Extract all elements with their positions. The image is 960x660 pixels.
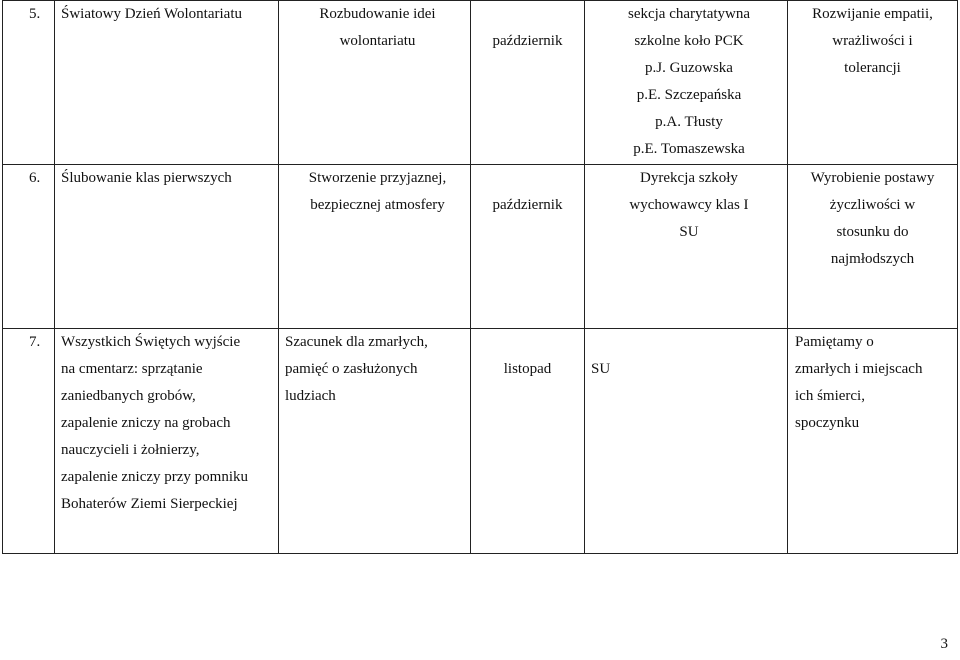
activity-name-cell — [55, 164, 279, 328]
activity-name-line: Bohaterów Ziemi Sierpeckiej — [61, 496, 238, 513]
table-row-6 — [3, 164, 958, 328]
goal-line: bezpiecznej atmosfery — [310, 196, 445, 213]
responsible-line: sekcja charytatywna — [627, 6, 751, 22]
goal-cell — [279, 1, 471, 165]
table-row-5 — [3, 1, 958, 165]
effect-line: Rozwijanie empatii, — [812, 6, 933, 22]
row-number-cell — [3, 328, 55, 553]
effect-line: Wyrobienie postawy — [810, 169, 935, 186]
activity-name-line: Ślubowanie klas pierwszych — [61, 169, 232, 186]
effect-line: zmarłych i miejscach — [795, 360, 923, 377]
term-text: październik — [492, 33, 563, 50]
activity-name-line: na cmentarz: sprzątanie — [61, 360, 203, 377]
responsible-line: p.E. Szczepańska — [636, 87, 742, 104]
activity-name-cell — [55, 1, 279, 165]
responsible-cell — [585, 328, 788, 553]
responsible-line: szkolne koło PCK — [634, 33, 744, 50]
row-number: 7. — [29, 333, 41, 350]
effect-line: wrażliwości i — [832, 33, 913, 50]
term-cell — [471, 328, 585, 553]
effect-line: Pamiętamy o — [795, 333, 874, 350]
effect-line: tolerancji — [844, 60, 901, 77]
row-number-cell — [3, 164, 55, 328]
row-number: 6. — [29, 169, 41, 186]
activity-name-cell — [55, 328, 279, 553]
activity-name-line: zapalenie zniczy na grobach — [61, 414, 231, 431]
goal-line: pamięć o zasłużonych — [285, 360, 418, 377]
activity-name-line: nauczycieli i żołnierzy, — [61, 441, 200, 458]
effect-line: najmłodszych — [830, 250, 915, 267]
effect-line: stosunku do — [836, 223, 909, 240]
term-text: listopad — [503, 360, 552, 377]
effect-cell — [788, 164, 958, 328]
responsible-line: SU — [679, 223, 699, 240]
activity-name-line: Światowy Dzień Wolontariatu — [61, 6, 242, 22]
activity-name-line: zapalenie zniczy przy pomniku — [61, 469, 249, 486]
goal-line: Stworzenie przyjaznej, — [308, 169, 447, 186]
responsible-line: p.J. Guzowska — [645, 60, 733, 77]
goal-cell — [279, 164, 471, 328]
responsible-cell — [585, 164, 788, 328]
page-number: 3 — [940, 636, 948, 652]
responsible-line: Dyrekcja szkoły — [640, 169, 738, 186]
term-cell — [471, 1, 585, 165]
responsible-line: p.E. Tomaszewska — [633, 141, 745, 158]
table-row-7 — [3, 328, 958, 553]
activity-name-line: Wszystkich Świętych wyjście — [61, 333, 241, 350]
activities-table — [2, 0, 958, 554]
effect-line: życzliwości w — [829, 196, 916, 213]
goal-cell — [279, 328, 471, 553]
row-number: 5. — [29, 6, 41, 22]
term-cell — [471, 164, 585, 328]
goal-line: Szacunek dla zmarłych, — [285, 333, 428, 350]
effect-line: ich śmierci, — [795, 387, 865, 404]
responsible-line: SU — [591, 360, 611, 377]
effect-cell — [788, 1, 958, 165]
responsible-line: p.A. Tłusty — [655, 114, 723, 131]
goal-line: Rozbudowanie idei — [319, 6, 436, 22]
effect-cell — [788, 328, 958, 553]
goal-line: ludziach — [285, 387, 336, 404]
row-number-cell — [3, 1, 55, 165]
responsible-line: wychowawcy klas I — [629, 196, 749, 213]
activity-name-line: zaniedbanych grobów, — [61, 387, 196, 404]
goal-line: wolontariatu — [339, 33, 416, 50]
term-text: październik — [492, 196, 563, 213]
effect-line: spoczynku — [795, 414, 860, 431]
responsible-cell — [585, 1, 788, 165]
